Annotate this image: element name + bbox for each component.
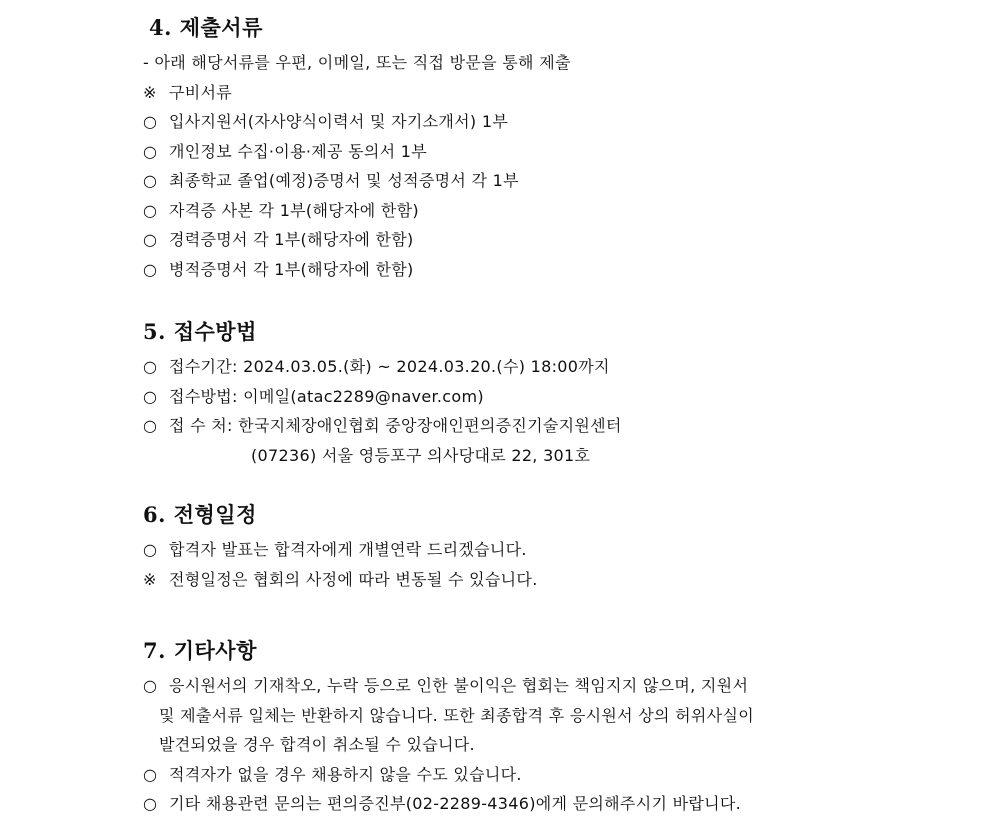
result-notice-text: 합격자 발표는 합격자에게 개별연락 드리겠습니다.	[169, 540, 527, 559]
schedule-note-text: 전형일정은 협회의 사정에 따라 변동될 수 있습니다.	[169, 569, 538, 589]
section-4-heading: 4. 제출서류	[149, 15, 263, 40]
list-item	[143, 137, 571, 167]
list-item	[143, 196, 571, 226]
reference-mark: ※	[143, 82, 157, 102]
application-place-text: 접 수 처: 한국지체장애인협회 중앙장애인편의증진기술지원센터	[169, 416, 622, 435]
application-period-text: 접수기간: 2024.03.05.(화) ~ 2024.03.20.(수) 18:00까지	[169, 357, 610, 376]
list-item	[143, 107, 571, 137]
list-item-text: 기타 채용관련 문의는 편의증진부(02-2289-4346)에게 문의해주시기 바랍니다.	[169, 794, 741, 813]
list-item-text: 입사지원서(자사양식이력서 및 자기소개서) 1부	[169, 112, 509, 131]
list-item	[143, 255, 571, 285]
list-item	[143, 760, 754, 790]
list-item-text: 적격자가 없을 경우 채용하지 않을 수도 있습니다.	[169, 764, 522, 784]
reference-mark: ※	[143, 569, 157, 589]
circle-bullet-icon: ○	[143, 794, 158, 813]
circle-bullet-icon: ○	[143, 171, 158, 190]
circle-bullet-icon: ○	[143, 112, 158, 131]
circle-bullet-icon: ○	[143, 141, 158, 161]
application-address: (07236) 서울 영등포구 의사당대로 22, 301호	[251, 445, 591, 465]
required-docs-label: 구비서류	[169, 82, 233, 102]
circle-bullet-icon: ○	[143, 416, 158, 435]
list-item	[143, 166, 571, 196]
section-7-body	[143, 671, 754, 819]
section-4-body	[143, 48, 571, 284]
list-item-text: 경력증명서 각 1부(해당자에 한함)	[169, 230, 414, 249]
required-docs-subtitle	[143, 78, 571, 108]
circle-bullet-icon: ○	[143, 259, 158, 279]
list-item-text: 개인정보 수집·이용·제공 동의서 1부	[169, 141, 427, 161]
list-item-text: 병적증명서 각 1부(해당자에 한함)	[169, 259, 414, 279]
section-4-intro: - 아래 해당서류를 우편, 이메일, 또는 직접 방문을 통해 제출	[143, 53, 571, 72]
list-item-continuation: 및 제출서류 일체는 반환하지 않습니다. 또한 최종합격 후 응시원서 상의 허위사실이	[159, 705, 754, 725]
result-notice	[143, 535, 538, 565]
circle-bullet-icon: ○	[143, 386, 158, 406]
section-6-heading: 6. 전형일정	[143, 502, 257, 527]
list-item-text: 최종학교 졸업(예정)증명서 및 성적증명서 각 1부	[169, 171, 519, 190]
application-place	[143, 411, 622, 441]
application-method	[143, 382, 622, 412]
list-item-text: 응시원서의 기재착오, 누락 등으로 인한 불이익은 협회는 책임지지 않으며, 지원서	[169, 676, 749, 695]
circle-bullet-icon: ○	[143, 676, 158, 695]
list-item	[143, 671, 754, 701]
section-5-heading: 5. 접수방법	[143, 319, 257, 344]
section-7-heading: 7. 기타사항	[143, 638, 257, 663]
circle-bullet-icon: ○	[143, 540, 158, 559]
circle-bullet-icon: ○	[143, 764, 158, 784]
section-6-body	[143, 535, 538, 594]
application-period	[143, 352, 622, 382]
circle-bullet-icon: ○	[143, 230, 158, 249]
list-item-text: 자격증 사본 각 1부(해당자에 한함)	[169, 200, 419, 220]
section-5-body	[143, 352, 622, 470]
list-item	[143, 789, 754, 819]
list-item-continuation: 발견되었을 경우 합격이 취소될 수 있습니다.	[159, 735, 475, 754]
application-method-text: 접수방법: 이메일(atac2289@naver.com)	[169, 386, 484, 406]
circle-bullet-icon: ○	[143, 200, 158, 220]
list-item	[143, 225, 571, 255]
schedule-note	[143, 565, 538, 595]
circle-bullet-icon: ○	[143, 357, 158, 376]
